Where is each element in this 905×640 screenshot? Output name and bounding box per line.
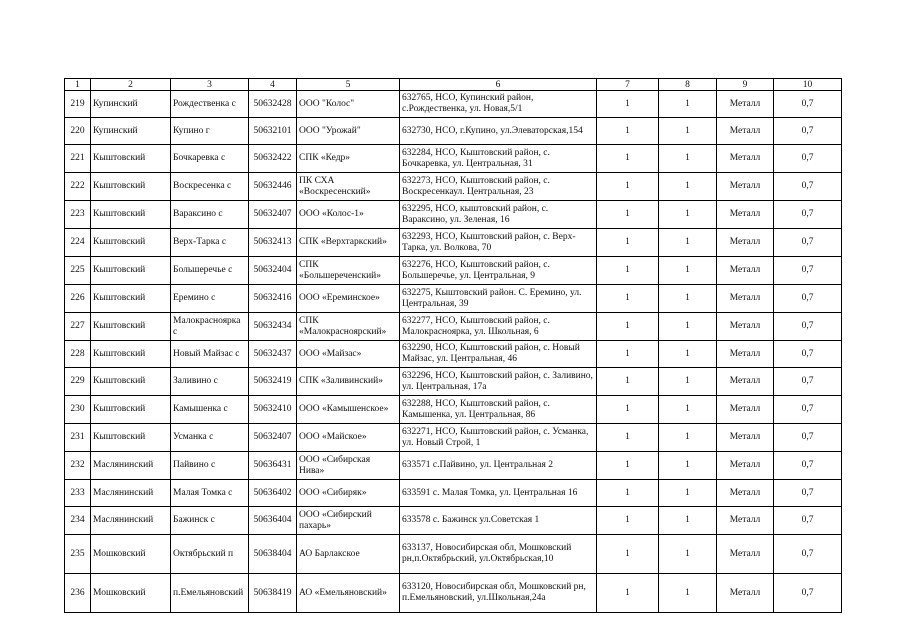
count-cell-8: 1 bbox=[659, 285, 717, 313]
count-cell-8: 1 bbox=[659, 91, 717, 118]
row-number: 221 bbox=[65, 145, 91, 173]
district-cell: Кыштовский bbox=[91, 285, 171, 313]
row-number: 226 bbox=[65, 285, 91, 313]
district-cell: Кыштовский bbox=[91, 313, 171, 341]
count-cell-8: 1 bbox=[659, 535, 717, 574]
value-cell: 0,7 bbox=[774, 118, 842, 145]
row-number: 227 bbox=[65, 313, 91, 341]
count-cell-7: 1 bbox=[597, 145, 659, 173]
table-row bbox=[65, 368, 842, 396]
count-cell-8: 1 bbox=[659, 480, 717, 507]
row-number: 220 bbox=[65, 118, 91, 145]
material-cell: Металл bbox=[717, 313, 774, 341]
row-number: 225 bbox=[65, 257, 91, 285]
table-row bbox=[65, 257, 842, 285]
material-cell: Металл bbox=[717, 480, 774, 507]
count-cell-7: 1 bbox=[597, 229, 659, 257]
district-cell: Кыштовский bbox=[91, 424, 171, 452]
address-cell: 632296, НСО, Кыштовский район, с. Заливино, ул. Центральная, 17а bbox=[400, 368, 597, 396]
row-number: 230 bbox=[65, 396, 91, 424]
count-cell-8: 1 bbox=[659, 574, 717, 613]
count-cell-8: 1 bbox=[659, 201, 717, 229]
table-row bbox=[65, 229, 842, 257]
locality-cell: Бочкаревка с bbox=[171, 145, 249, 173]
table-row bbox=[65, 424, 842, 452]
code-cell: 50632407 bbox=[249, 424, 297, 452]
organization-cell: СПК «Заливинский» bbox=[297, 368, 400, 396]
table-row bbox=[65, 201, 842, 229]
table-row bbox=[65, 173, 842, 201]
material-cell: Металл bbox=[717, 507, 774, 535]
count-cell-7: 1 bbox=[597, 424, 659, 452]
count-cell-8: 1 bbox=[659, 507, 717, 535]
table-row bbox=[65, 574, 842, 613]
organization-cell: СПК «Малокрасноярский» bbox=[297, 313, 400, 341]
row-number: 222 bbox=[65, 173, 91, 201]
count-cell-8: 1 bbox=[659, 145, 717, 173]
row-number: 231 bbox=[65, 424, 91, 452]
district-cell: Мошковский bbox=[91, 574, 171, 613]
table-row bbox=[65, 341, 842, 368]
material-cell: Металл bbox=[717, 574, 774, 613]
code-cell: 50632446 bbox=[249, 173, 297, 201]
material-cell: Металл bbox=[717, 145, 774, 173]
locality-cell: Воскресенка с bbox=[171, 173, 249, 201]
locality-cell: Камышенка с bbox=[171, 396, 249, 424]
row-number: 228 bbox=[65, 341, 91, 368]
material-cell: Металл bbox=[717, 173, 774, 201]
material-cell: Металл bbox=[717, 229, 774, 257]
material-cell: Металл bbox=[717, 452, 774, 480]
count-cell-7: 1 bbox=[597, 285, 659, 313]
column-number-7: 7 bbox=[597, 79, 659, 91]
count-cell-8: 1 bbox=[659, 173, 717, 201]
column-number-5: 5 bbox=[297, 79, 400, 91]
row-number: 224 bbox=[65, 229, 91, 257]
organization-cell: ООО «Майское» bbox=[297, 424, 400, 452]
count-cell-8: 1 bbox=[659, 452, 717, 480]
material-cell: Металл bbox=[717, 91, 774, 118]
district-cell: Кыштовский bbox=[91, 396, 171, 424]
row-number: 234 bbox=[65, 507, 91, 535]
district-cell: Кыштовский bbox=[91, 257, 171, 285]
data-table bbox=[64, 78, 842, 613]
value-cell: 0,7 bbox=[774, 285, 842, 313]
locality-cell: п.Емельяновский bbox=[171, 574, 249, 613]
value-cell: 0,7 bbox=[774, 507, 842, 535]
code-cell: 50638419 bbox=[249, 574, 297, 613]
address-cell: 632273, НСО, Кыштовский район, с. Воскресенкаул. Центральная, 23 bbox=[400, 173, 597, 201]
count-cell-7: 1 bbox=[597, 396, 659, 424]
value-cell: 0,7 bbox=[774, 173, 842, 201]
table-row bbox=[65, 535, 842, 574]
value-cell: 0,7 bbox=[774, 535, 842, 574]
organization-cell: ООО "Колос" bbox=[297, 91, 400, 118]
code-cell: 50636402 bbox=[249, 480, 297, 507]
address-cell: 632284, НСО, Кыштовский район, с. Бочкаревка, ул. Центральная, 31 bbox=[400, 145, 597, 173]
table-row bbox=[65, 396, 842, 424]
row-number: 233 bbox=[65, 480, 91, 507]
material-cell: Металл bbox=[717, 396, 774, 424]
count-cell-7: 1 bbox=[597, 118, 659, 145]
material-cell: Металл bbox=[717, 368, 774, 396]
organization-cell: СПК «Большереченский» bbox=[297, 257, 400, 285]
material-cell: Металл bbox=[717, 201, 774, 229]
code-cell: 50632434 bbox=[249, 313, 297, 341]
locality-cell: Вараксино с bbox=[171, 201, 249, 229]
count-cell-8: 1 bbox=[659, 424, 717, 452]
table-row bbox=[65, 313, 842, 341]
locality-cell: Пайвино с bbox=[171, 452, 249, 480]
table-row bbox=[65, 118, 842, 145]
code-cell: 50632419 bbox=[249, 368, 297, 396]
column-number-10: 10 bbox=[774, 79, 842, 91]
address-cell: 632271, НСО, Кыштовский район, с. Усманка, ул. Новый Строй, 1 bbox=[400, 424, 597, 452]
table-row bbox=[65, 452, 842, 480]
material-cell: Металл bbox=[717, 285, 774, 313]
organization-cell: ООО «Сибирская Нива» bbox=[297, 452, 400, 480]
value-cell: 0,7 bbox=[774, 145, 842, 173]
value-cell: 0,7 bbox=[774, 396, 842, 424]
count-cell-8: 1 bbox=[659, 118, 717, 145]
address-cell: 632288, НСО, Кыштовский район, с. Камышенка, ул. Центральная, 86 bbox=[400, 396, 597, 424]
value-cell: 0,7 bbox=[774, 368, 842, 396]
count-cell-7: 1 bbox=[597, 173, 659, 201]
row-number: 232 bbox=[65, 452, 91, 480]
table-row bbox=[65, 145, 842, 173]
locality-cell: Большеречье с bbox=[171, 257, 249, 285]
count-cell-7: 1 bbox=[597, 341, 659, 368]
locality-cell: Усманка с bbox=[171, 424, 249, 452]
district-cell: Кыштовский bbox=[91, 173, 171, 201]
code-cell: 50632437 bbox=[249, 341, 297, 368]
count-cell-7: 1 bbox=[597, 507, 659, 535]
organization-cell: СПК «Верхтаркский» bbox=[297, 229, 400, 257]
value-cell: 0,7 bbox=[774, 91, 842, 118]
organization-cell: ООО «Сибиряк» bbox=[297, 480, 400, 507]
column-number-6: 6 bbox=[400, 79, 597, 91]
count-cell-7: 1 bbox=[597, 574, 659, 613]
count-cell-8: 1 bbox=[659, 257, 717, 285]
value-cell: 0,7 bbox=[774, 452, 842, 480]
organization-cell: ООО «Майзас» bbox=[297, 341, 400, 368]
district-cell: Кыштовский bbox=[91, 341, 171, 368]
district-cell: Мошковский bbox=[91, 535, 171, 574]
district-cell: Кыштовский bbox=[91, 145, 171, 173]
code-cell: 50632416 bbox=[249, 285, 297, 313]
code-cell: 50632410 bbox=[249, 396, 297, 424]
row-number: 235 bbox=[65, 535, 91, 574]
count-cell-7: 1 bbox=[597, 201, 659, 229]
code-cell: 50632407 bbox=[249, 201, 297, 229]
district-cell: Кыштовский bbox=[91, 201, 171, 229]
value-cell: 0,7 bbox=[774, 424, 842, 452]
column-number-4: 4 bbox=[249, 79, 297, 91]
count-cell-8: 1 bbox=[659, 396, 717, 424]
code-cell: 50632413 bbox=[249, 229, 297, 257]
column-number-2: 2 bbox=[91, 79, 171, 91]
code-cell: 50632428 bbox=[249, 91, 297, 118]
organization-cell: ООО «Ереминское» bbox=[297, 285, 400, 313]
district-cell: Кыштовский bbox=[91, 229, 171, 257]
code-cell: 50636431 bbox=[249, 452, 297, 480]
locality-cell: Малая Томка с bbox=[171, 480, 249, 507]
district-cell: Купинский bbox=[91, 118, 171, 145]
locality-cell: Рождественка с bbox=[171, 91, 249, 118]
address-cell: 633137, Новосибирская обл, Мошковский рн,п.Октябрьский, ул.Октябрьская,10 bbox=[400, 535, 597, 574]
count-cell-7: 1 bbox=[597, 452, 659, 480]
locality-cell: Верх-Тарка с bbox=[171, 229, 249, 257]
locality-cell: Еремино с bbox=[171, 285, 249, 313]
material-cell: Металл bbox=[717, 257, 774, 285]
organization-cell: АО Барлакское bbox=[297, 535, 400, 574]
address-cell: 633571 с.Пайвино, ул. Центральная 2 bbox=[400, 452, 597, 480]
organization-cell: ООО «Колос-1» bbox=[297, 201, 400, 229]
code-cell: 50632422 bbox=[249, 145, 297, 173]
count-cell-7: 1 bbox=[597, 535, 659, 574]
count-cell-7: 1 bbox=[597, 257, 659, 285]
address-cell: 633120, Новосибирская обл, Мошковский рн, п.Емельяновский, ул.Школьная,24а bbox=[400, 574, 597, 613]
address-cell: 632275, Кыштовский район. С. Еремино, ул. Центральная, 39 bbox=[400, 285, 597, 313]
organization-cell: ООО «Камышенское» bbox=[297, 396, 400, 424]
column-number-9: 9 bbox=[717, 79, 774, 91]
value-cell: 0,7 bbox=[774, 229, 842, 257]
count-cell-7: 1 bbox=[597, 480, 659, 507]
row-number: 236 bbox=[65, 574, 91, 613]
count-cell-7: 1 bbox=[597, 91, 659, 118]
value-cell: 0,7 bbox=[774, 574, 842, 613]
count-cell-7: 1 bbox=[597, 313, 659, 341]
count-cell-8: 1 bbox=[659, 229, 717, 257]
count-cell-8: 1 bbox=[659, 368, 717, 396]
material-cell: Металл bbox=[717, 341, 774, 368]
locality-cell: Новый Майзас с bbox=[171, 341, 249, 368]
count-cell-8: 1 bbox=[659, 341, 717, 368]
address-cell: 632765, НСО, Купинский район, с.Рождественка, ул. Новая,5/1 bbox=[400, 91, 597, 118]
code-cell: 50632404 bbox=[249, 257, 297, 285]
organization-cell: СПК «Кедр» bbox=[297, 145, 400, 173]
count-cell-7: 1 bbox=[597, 368, 659, 396]
address-cell: 632276, НСО, Кыштовский район, с. Большеречье, ул. Центральная, 9 bbox=[400, 257, 597, 285]
row-number: 229 bbox=[65, 368, 91, 396]
value-cell: 0,7 bbox=[774, 257, 842, 285]
row-number: 219 bbox=[65, 91, 91, 118]
district-cell: Маслянинский bbox=[91, 452, 171, 480]
row-number: 223 bbox=[65, 201, 91, 229]
table-row bbox=[65, 91, 842, 118]
code-cell: 50632101 bbox=[249, 118, 297, 145]
locality-cell: Октябрьский п bbox=[171, 535, 249, 574]
table-header-row bbox=[65, 79, 842, 91]
address-cell: 632293, НСО, Кыштовский район, с. Верх-Тарка, ул. Волкова, 70 bbox=[400, 229, 597, 257]
value-cell: 0,7 bbox=[774, 341, 842, 368]
value-cell: 0,7 bbox=[774, 201, 842, 229]
table-row bbox=[65, 285, 842, 313]
locality-cell: Малокрасноярка с bbox=[171, 313, 249, 341]
count-cell-8: 1 bbox=[659, 313, 717, 341]
material-cell: Металл bbox=[717, 424, 774, 452]
value-cell: 0,7 bbox=[774, 313, 842, 341]
organization-cell: ООО «Сибирский пахарь» bbox=[297, 507, 400, 535]
district-cell: Купинский bbox=[91, 91, 171, 118]
material-cell: Металл bbox=[717, 535, 774, 574]
code-cell: 50638404 bbox=[249, 535, 297, 574]
table-row bbox=[65, 507, 842, 535]
code-cell: 50636404 bbox=[249, 507, 297, 535]
column-number-3: 3 bbox=[171, 79, 249, 91]
document-page bbox=[64, 78, 841, 613]
column-number-8: 8 bbox=[659, 79, 717, 91]
column-number-1: 1 bbox=[65, 79, 91, 91]
organization-cell: ООО "Урожай" bbox=[297, 118, 400, 145]
organization-cell: ПК СХА «Воскресенский» bbox=[297, 173, 400, 201]
address-cell: 632290, НСО, Кыштовский район, с. Новый Майзас, ул. Центральная, 46 bbox=[400, 341, 597, 368]
address-cell: 632730, НСО, г.Купино, ул.Элеваторская,154 bbox=[400, 118, 597, 145]
value-cell: 0,7 bbox=[774, 480, 842, 507]
material-cell: Металл bbox=[717, 118, 774, 145]
address-cell: 632277, НСО, Кыштовский район, с. Малокрасноярка, ул. Школьная, 6 bbox=[400, 313, 597, 341]
district-cell: Маслянинский bbox=[91, 480, 171, 507]
table-row bbox=[65, 480, 842, 507]
district-cell: Маслянинский bbox=[91, 507, 171, 535]
locality-cell: Бажинск с bbox=[171, 507, 249, 535]
locality-cell: Заливино с bbox=[171, 368, 249, 396]
district-cell: Кыштовский bbox=[91, 368, 171, 396]
address-cell: 633578 с. Бажинск ул.Советская 1 bbox=[400, 507, 597, 535]
address-cell: 632295, НСО, кыштовский район, с. Вараксино, ул. Зеленая, 16 bbox=[400, 201, 597, 229]
organization-cell: АО «Емельяновский» bbox=[297, 574, 400, 613]
address-cell: 633591 с. Малая Томка, ул. Центральная 16 bbox=[400, 480, 597, 507]
locality-cell: Купино г bbox=[171, 118, 249, 145]
